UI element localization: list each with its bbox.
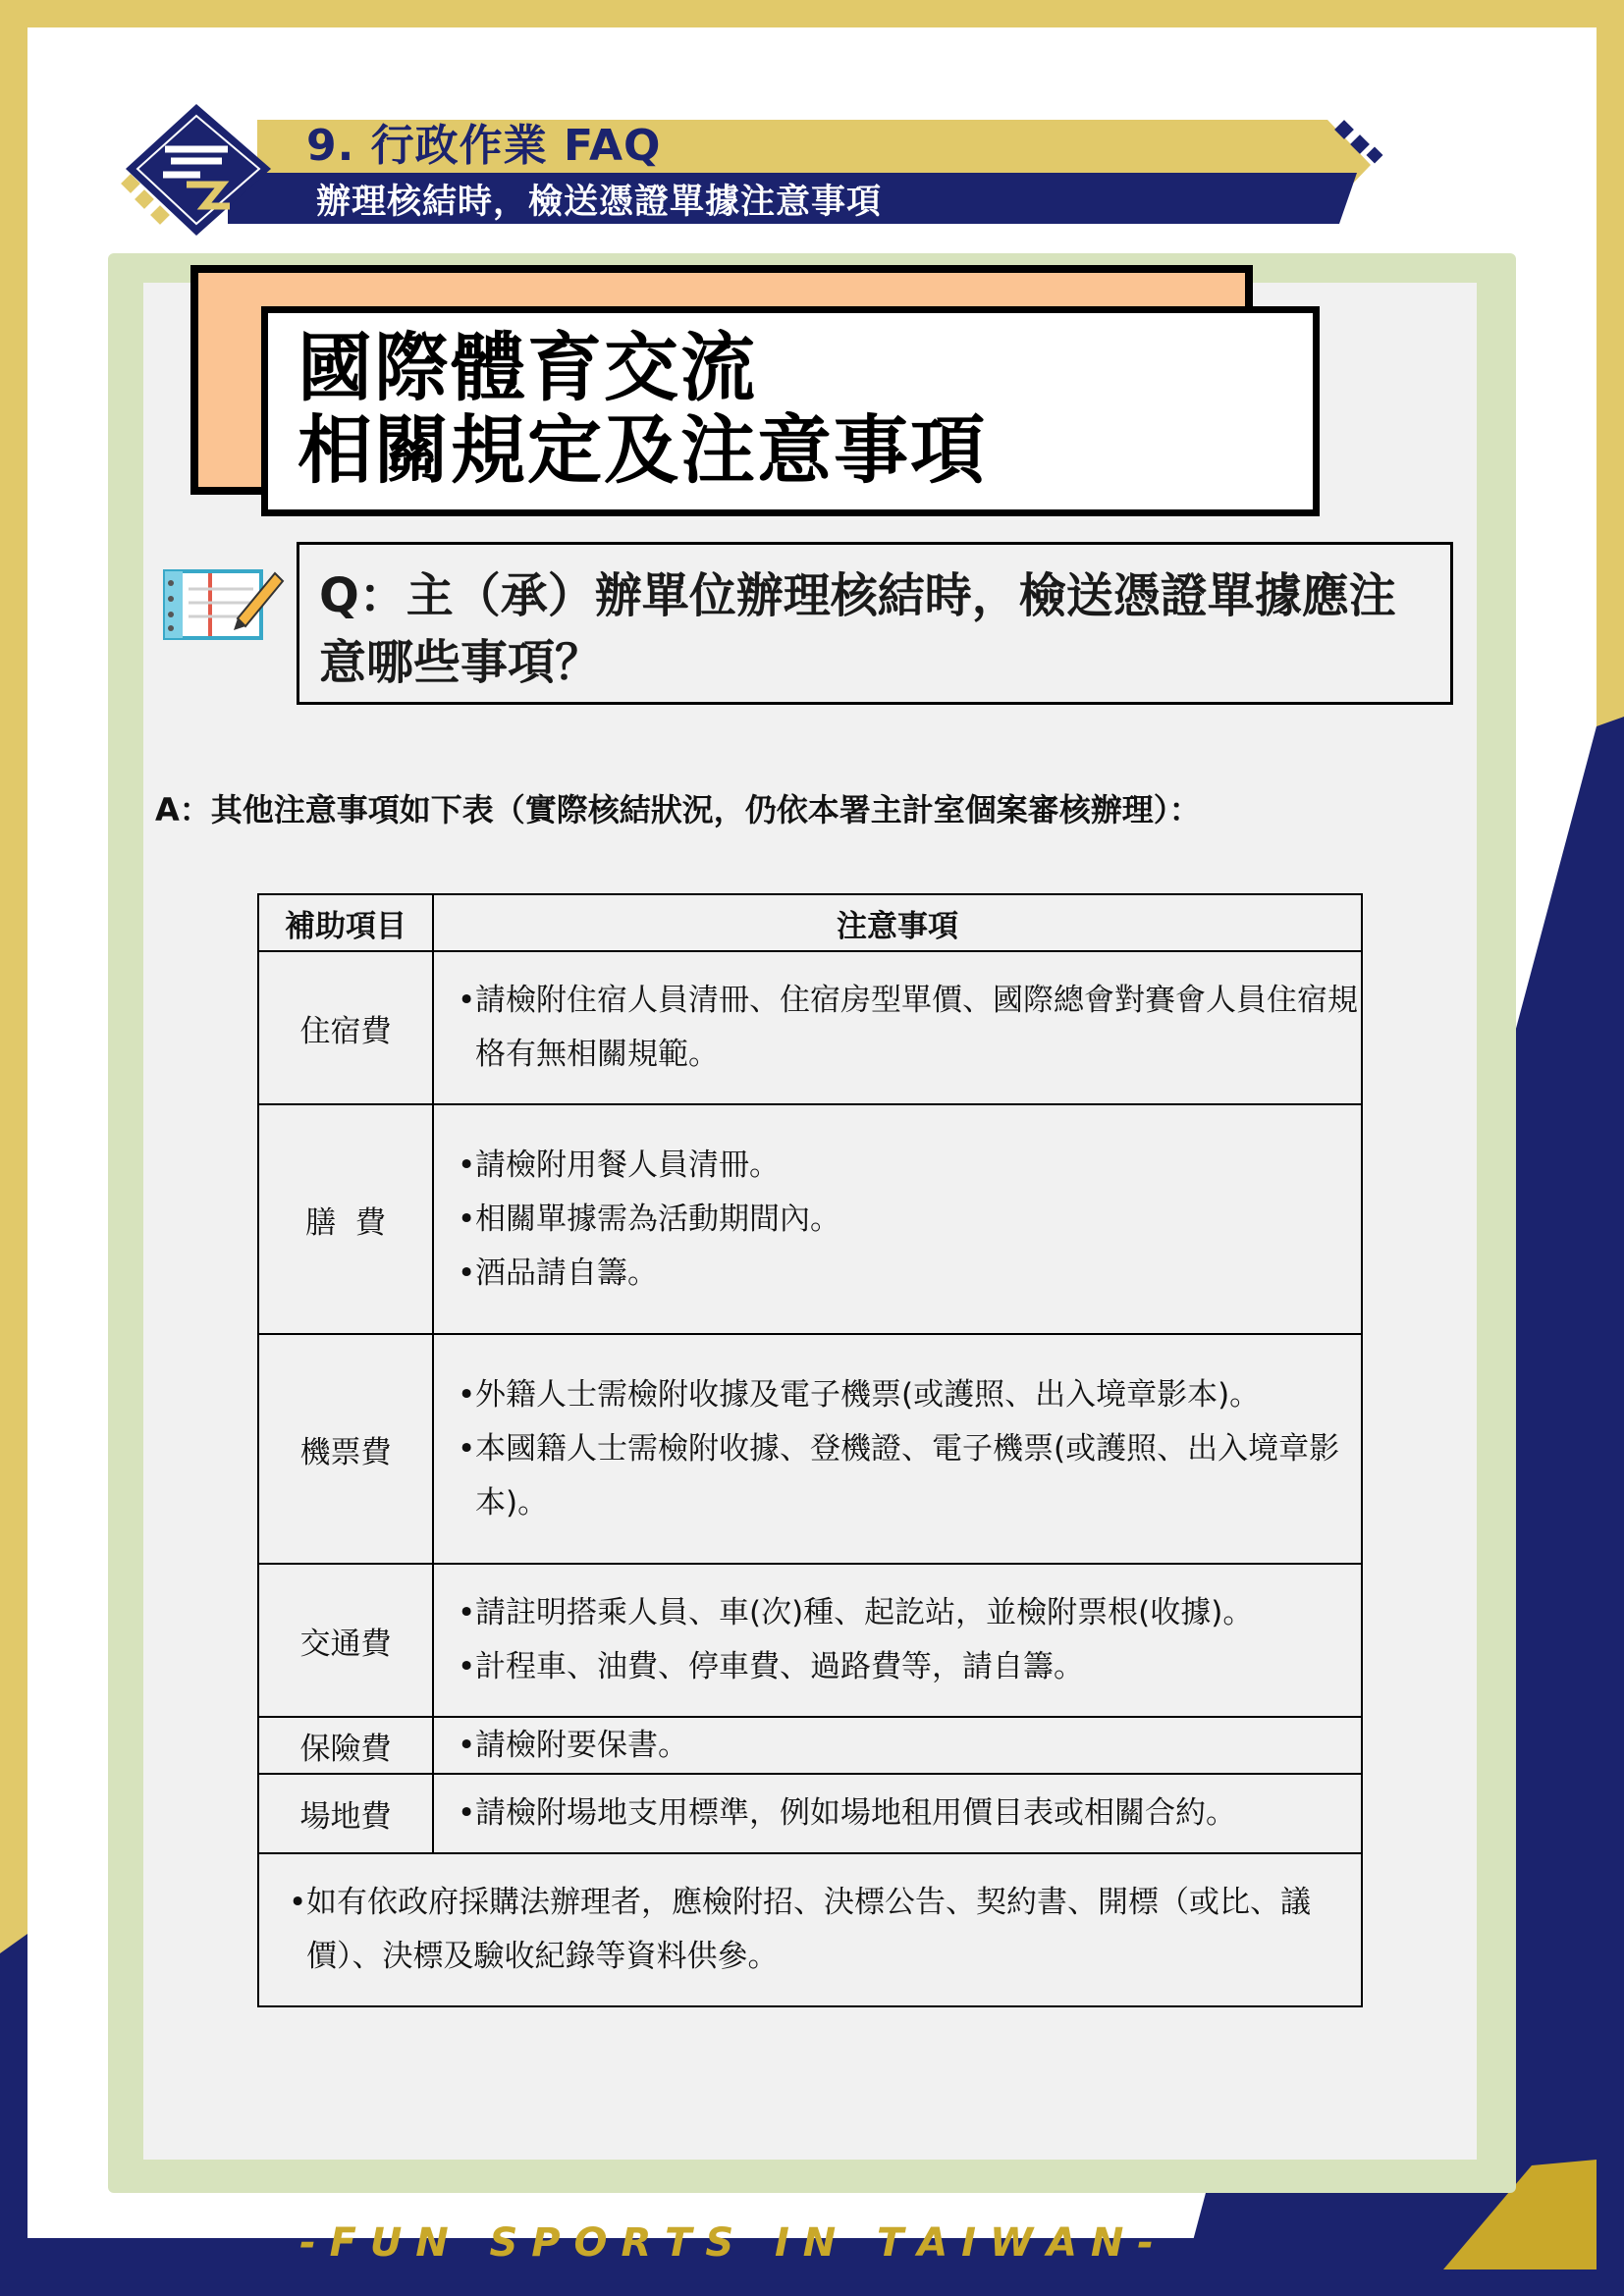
question-box xyxy=(297,542,1453,705)
table-row xyxy=(258,1334,1362,1564)
note-item: • 本國籍人士需檢附收據、登機證、電子機票(或護照、出入境章影本)。 xyxy=(458,1422,1361,1530)
note-item: • 計程車、油費、停車費、過路費等，請自籌。 xyxy=(458,1640,1361,1694)
footer-tagline: - F U N S P O R T S I N T A I W A N - xyxy=(299,2220,1154,2266)
row-category: 保險費 xyxy=(258,1717,433,1774)
row-category: 交通費 xyxy=(258,1564,433,1717)
row-notes xyxy=(433,1334,1362,1564)
title-card xyxy=(261,306,1320,516)
table-row xyxy=(258,951,1362,1104)
row-notes xyxy=(433,1774,1362,1853)
row-category: 膳 費 xyxy=(258,1104,433,1334)
question-text: Q：主（承）辦單位辦理核結時，檢送憑證單據應注意哪些事項？ xyxy=(319,568,1396,690)
rules-table xyxy=(257,893,1363,2007)
note-item: • 外籍人士需檢附收據及電子機票(或護照、出入境章影本)。 xyxy=(458,1368,1361,1422)
table-footnote xyxy=(258,1853,1362,2006)
header-title: 9. 行政作業 FAQ xyxy=(306,121,662,171)
main-title-line2: 相關規定及注意事項 xyxy=(298,406,987,494)
main-title-line1: 國際體育交流 xyxy=(298,324,757,411)
row-category: 住宿費 xyxy=(258,951,433,1104)
note-item: • 酒品請自籌。 xyxy=(458,1247,1361,1301)
row-notes xyxy=(433,1717,1362,1774)
table-row xyxy=(258,1717,1362,1774)
header-category: 補助項目 xyxy=(258,894,433,951)
note-item: • 請檢附用餐人員清冊。 xyxy=(458,1139,1361,1193)
note-item: • 請註明搭乘人員、車(次)種、起訖站，並檢附票根(收據)。 xyxy=(458,1586,1361,1640)
answer-intro: A：其他注意事項如下表（實際核結狀況，仍依本署主計室個案審核辦理）： xyxy=(155,791,1201,828)
table-row xyxy=(258,1774,1362,1853)
header-subtitle: 辦理核結時，檢送憑證單據注意事項 xyxy=(316,183,883,222)
note-item: • 請檢附住宿人員清冊、住宿房型單價、國際總會對賽會人員住宿規格有無相關規範。 xyxy=(458,974,1361,1082)
table-row xyxy=(258,1104,1362,1334)
note-item: • 相關單據需為活動期間內。 xyxy=(458,1193,1361,1247)
row-notes xyxy=(433,1564,1362,1717)
row-category: 場地費 xyxy=(258,1774,433,1853)
row-notes xyxy=(433,951,1362,1104)
table-footnote-row xyxy=(258,1853,1362,2006)
note-item: • 請檢附場地支用標準，例如場地租用價目表或相關合約。 xyxy=(458,1787,1361,1841)
header-notes: 注意事項 xyxy=(433,894,1362,951)
notebook-pencil-icon xyxy=(159,565,285,644)
table-header-row xyxy=(258,894,1362,951)
row-category: 機票費 xyxy=(258,1334,433,1564)
footnote-item: • 如有依政府採購法辦理者，應檢附招、決標公告、契約書、開標（或比、議價）、決標及驗收紀錄等資料供參。 xyxy=(289,1876,1361,1984)
table-row xyxy=(258,1564,1362,1717)
note-item: • 請檢附要保書。 xyxy=(458,1719,1361,1773)
row-notes xyxy=(433,1104,1362,1334)
